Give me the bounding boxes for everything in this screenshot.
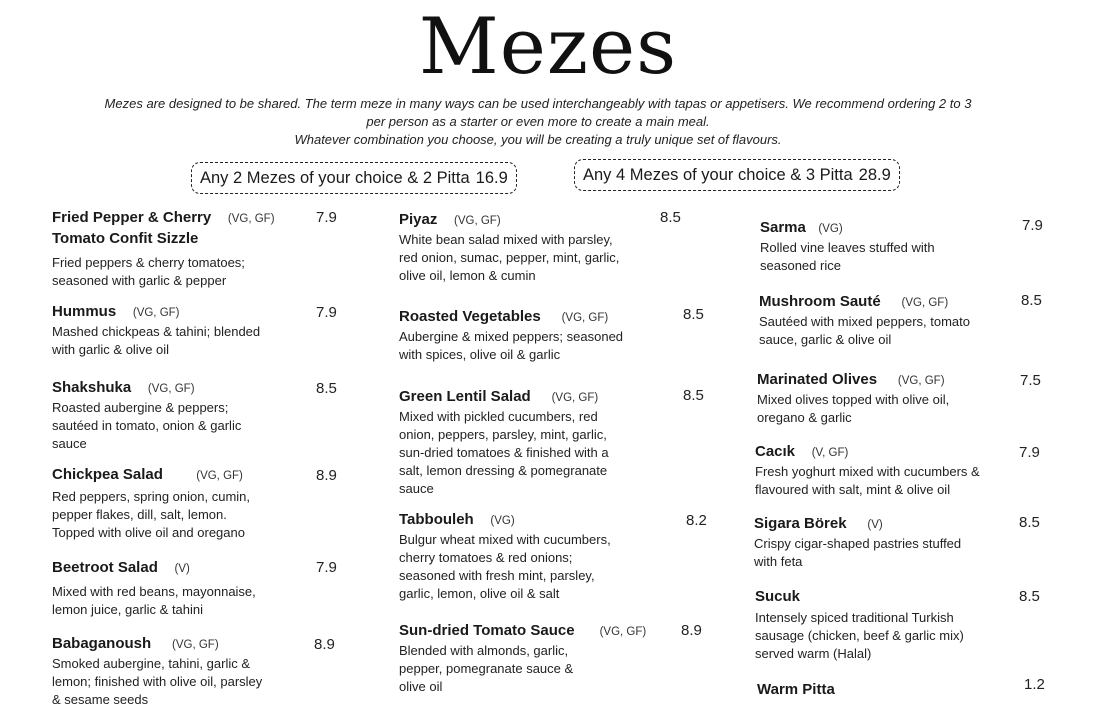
item-description: Fresh yoghurt mixed with cucumbers & flavoured with salt, mint & olive oil: [755, 464, 980, 497]
item-description: Sautéed with mixed peppers, tomato sauce, garlic & olive oil: [759, 314, 971, 347]
menu-item-warm-pitta: [757, 680, 957, 700]
item-price: 7.9: [316, 304, 337, 321]
item-description: Smoked aubergine, tahini, garlic & lemon; finished with olive oil, parsley & sesame seeds: [52, 656, 263, 707]
intro-text: [60, 95, 1016, 149]
item-name: Sucuk: [755, 588, 801, 605]
item-description: Intensely spiced traditional Turkish sausage (chicken, beef & garlic mix) served warm (Halal): [755, 610, 964, 661]
menu-item-piyaz: [399, 210, 654, 285]
item-name: Cacık: [755, 443, 796, 460]
item-name: Roasted Vegetables: [399, 308, 541, 325]
intro-line: Whatever combination you choose, you will be creating a truly unique set of flavours.: [294, 132, 782, 147]
item-name: Beetroot Salad: [52, 559, 158, 576]
item-name: Sun-dried Tomato Sauce: [399, 622, 575, 639]
item-description: Roasted aubergine & peppers; sautéed in tomato, onion & garlic sauce: [52, 400, 242, 451]
item-price: 8.5: [316, 380, 337, 397]
item-name: Babaganoush: [52, 635, 152, 652]
deal-two-mezes: [191, 162, 517, 194]
item-diet-tag: (VG): [818, 223, 843, 235]
item-price: 7.9: [1022, 217, 1043, 234]
item-name: Chickpea Salad: [52, 466, 163, 483]
item-diet-tag: (VG, GF): [147, 383, 195, 395]
item-diet-tag: (VG, GF): [551, 392, 599, 404]
item-description: Crispy cigar-shaped pastries stuffed with feta: [754, 536, 962, 569]
item-description: Aubergine & mixed peppers; seasoned with spices, olive oil & garlic: [399, 329, 624, 362]
menu-item-mushroom-saute: [759, 292, 1014, 349]
menu-item-shakshuka: [52, 378, 292, 453]
item-name: Fried Pepper & Cherry: [52, 209, 212, 226]
item-diet-tag: (V): [867, 519, 883, 531]
intro-line: Mezes are designed to be shared. The term meze in many ways can be used interchangeably with tapas or appetisers. We recommend ordering 2 to 3: [104, 96, 972, 111]
item-name: Marinated Olives: [757, 371, 878, 388]
item-description: Bulgur wheat mixed with cucumbers, cherry tomatoes & red onions; seasoned with fresh mint, parsley, garlic, lemon, olive oil & salt: [399, 532, 611, 601]
item-diet-tag: (VG, GF): [227, 213, 275, 225]
item-description: Rolled vine leaves stuffed with seasoned rice: [760, 240, 935, 273]
item-name: Green Lentil Salad: [399, 388, 531, 405]
item-price: 1.2: [1024, 676, 1045, 693]
menu-item-sucuk: [755, 587, 1010, 663]
item-price: 8.9: [314, 636, 335, 653]
item-name: Mushroom Sauté: [759, 293, 881, 310]
item-price: 8.5: [683, 387, 704, 404]
deal-four-mezes: [574, 159, 900, 191]
menu-item-green-lentil-salad: [399, 387, 654, 498]
item-diet-tag: (VG, GF): [172, 639, 219, 651]
page-title: Mezes: [418, 2, 678, 92]
item-description: Red peppers, spring onion, cumin, pepper flakes, dill, salt, lemon. Topped with olive oil and oregano: [52, 489, 251, 540]
menu-item-hummus: [52, 302, 292, 359]
item-diet-tag: (VG, GF): [132, 307, 180, 319]
item-diet-tag: (VG): [490, 515, 515, 527]
deal-label: Any 4 Mezes of your choice & 3 Pitta: [583, 166, 853, 184]
item-price: 8.2: [686, 512, 707, 529]
item-name: Sarma: [760, 219, 806, 236]
item-diet-tag: (V): [174, 563, 190, 575]
item-description: Mixed with red beans, mayonnaise, lemon juice, garlic & tahini: [52, 584, 256, 617]
menu-item-sarma: [760, 218, 1010, 275]
item-name: Warm Pitta: [757, 681, 835, 698]
intro-line: per person as a starter or even more to create a main meal.: [366, 114, 710, 129]
menu-item-roasted-vegetables: [399, 307, 654, 364]
item-name: Hummus: [52, 303, 117, 320]
item-diet-tag: (VG, GF): [561, 312, 609, 324]
item-price: 8.5: [683, 306, 704, 323]
item-price: 7.5: [1020, 372, 1041, 389]
item-diet-tag: (V, GF): [811, 447, 849, 459]
menu-item-cacik: [755, 442, 1010, 499]
menu-item-babaganoush: [52, 634, 297, 709]
item-price: 8.5: [1021, 292, 1042, 309]
deal-price: 28.9: [858, 166, 891, 184]
item-name: Sigara Börek: [754, 515, 847, 532]
item-diet-tag: (VG, GF): [901, 297, 949, 309]
item-price: 7.9: [316, 559, 337, 576]
menu-item-marinated-olives: [757, 370, 1012, 427]
item-price: 7.9: [1019, 444, 1040, 461]
menu-item-sun-dried-tomato-sauce: [399, 621, 689, 696]
item-description: White bean salad mixed with parsley, red onion, sumac, pepper, mint, garlic, olive oil, lemon & cumin: [399, 232, 620, 283]
item-price: 8.9: [681, 622, 702, 639]
menu-item-beetroot-salad: [52, 558, 292, 619]
item-price: 8.5: [1019, 514, 1040, 531]
item-description: Mashed chickpeas & tahini; blended with garlic & olive oil: [52, 324, 261, 357]
item-name-line2: Tomato Confit Sizzle: [52, 230, 199, 247]
item-name: Shakshuka: [52, 379, 132, 396]
item-diet-tag: (VG, GF): [897, 375, 945, 387]
menu-item-tabbouleh: [399, 510, 654, 603]
item-diet-tag: (VG, GF): [454, 215, 501, 227]
item-price: 8.9: [316, 467, 337, 484]
item-price: 8.5: [1019, 588, 1040, 605]
item-price: 7.9: [316, 209, 337, 226]
item-description: Mixed olives topped with olive oil, oregano & garlic: [757, 392, 950, 425]
menu-item-fried-pepper: [52, 208, 292, 290]
item-diet-tag: (VG, GF): [599, 626, 647, 638]
menu-item-sigara-borek: [754, 514, 1009, 571]
item-name: Piyaz: [399, 211, 438, 228]
item-description: Blended with almonds, garlic, pepper, pomegranate sauce & olive oil: [399, 643, 574, 694]
item-description: Mixed with pickled cucumbers, red onion, peppers, parsley, mint, garlic, sun-dried tomatoes & finished with a salt, lemon dressing & pomegranate sauce: [399, 409, 609, 496]
deal-price: 16.9: [475, 169, 508, 187]
item-description: Fried peppers & cherry tomatoes; seasoned with garlic & pepper: [52, 255, 245, 288]
menu-item-chickpea-salad: [52, 465, 292, 542]
item-diet-tag: (VG, GF): [196, 470, 243, 482]
item-price: 8.5: [660, 209, 681, 226]
deal-label: Any 2 Mezes of your choice & 2 Pitta: [200, 169, 470, 187]
item-name: Tabbouleh: [399, 511, 474, 528]
